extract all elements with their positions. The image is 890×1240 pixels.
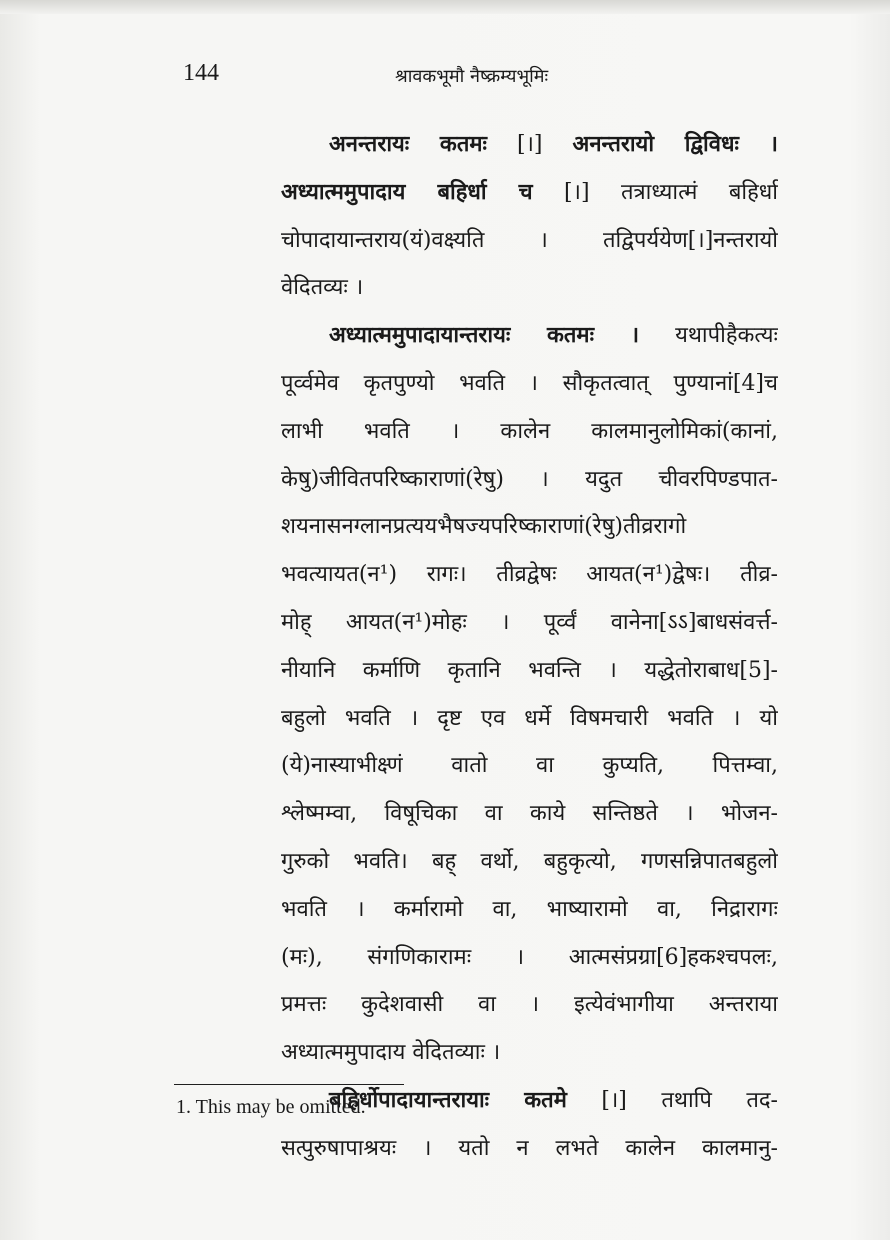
text-span: पूर्व्वमेव कृतपुण्यो भवति । सौकृतत्वात् पुण्यानां[4]च — [281, 370, 778, 396]
text-span: भवति । कर्मारामो वा, भाष्यारामो वा, निद्रारागः — [281, 896, 778, 922]
text-line — [281, 169, 778, 217]
text-line — [281, 838, 778, 886]
text-line — [281, 503, 778, 551]
text-span: सत्पुरुषापाश्रयः । यतो न लभते कालेन कालमानु- — [281, 1135, 778, 1161]
text-span: [।] तथापि तद- — [566, 1087, 778, 1113]
text-line — [281, 551, 778, 599]
text-line — [281, 599, 778, 647]
text-span: यथापीहैकत्यः — [639, 323, 778, 349]
bold-text-span: अध्यात्ममुपादायान्तरायः कतमः । — [329, 322, 640, 349]
bold-text-span: अध्यात्ममुपादाय बहिर्धा च — [281, 178, 533, 205]
text-line — [281, 217, 778, 265]
text-line — [281, 1125, 778, 1173]
text-span: प्रमत्तः कुदेशवासी वा । इत्येवंभागीया अन्तराया — [281, 992, 778, 1018]
text-line — [281, 981, 778, 1029]
text-span: भवत्यायत(न¹) रागः। तीव्रद्वेषः आयत(न¹)द्वेषः। तीव्र- — [281, 562, 778, 588]
text-span: शयनासनग्लानप्रत्ययभैषज्यपरिष्काराणां(रेषु)तीव्ररागो — [281, 514, 687, 540]
text-span: गुरुको भवति। बह् वर्थो, बहुकृत्यो, गणसन्निपातबहुलो — [281, 848, 778, 874]
text-line — [281, 934, 778, 982]
text-span: केषु)जीवितपरिष्काराणां(रेषु) । यदुत चीवरपिण्डपात- — [281, 466, 778, 492]
text-span: चोपादायान्तराय(यं)वक्ष्यति । तद्विपर्ययेण[।]नन्तरायो — [281, 227, 778, 253]
body-text — [281, 121, 778, 1173]
text-span: श्लेष्मम्वा, विषूचिका वा काये सन्तिष्ठते । भोजन- — [281, 801, 778, 827]
text-span: अध्यात्ममुपादाय वेदितव्याः । — [281, 1040, 501, 1066]
text-line — [281, 886, 778, 934]
bold-text-span: बहिर्धोपादायान्तरायाः कतमे — [329, 1086, 567, 1113]
text-span: (मः), संगणिकारामः । आत्मसंप्रग्रा[6]हकश्चपलः, — [281, 944, 778, 970]
text-line — [281, 312, 778, 360]
text-span: (ये)नास्याभीक्ष्णं वातो वा कुप्यति, पित्तम्वा, — [281, 753, 778, 779]
text-line — [281, 360, 778, 408]
text-line — [281, 408, 778, 456]
bold-text-span: अनन्तरायः कतमः — [329, 131, 487, 157]
text-line — [281, 790, 778, 838]
text-span: लाभी भवति । कालेन कालमानुलोमिकां(कानां, — [281, 418, 778, 444]
text-line — [281, 742, 778, 790]
text-line — [281, 121, 778, 169]
bold-text-span: अनन्तरायो द्विविधः । — [572, 131, 778, 157]
text-span: नीयानि कर्माणि कृतानि भवन्ति । यद्धेतोराबाध[5]- — [281, 657, 778, 683]
text-line — [281, 1029, 778, 1077]
text-span: बहुलो भवति । दृष्ट एव धर्मे विषमचारी भवति । यो — [281, 705, 778, 731]
running-head: श्रावकभूमौ नैष्क्रम्यभूमिः — [395, 66, 549, 87]
text-span: [।] तत्राध्यात्मं बहिर्धा — [532, 179, 778, 205]
footnote: 1. This may be omitted. — [176, 1096, 366, 1118]
text-line — [281, 695, 778, 743]
text-line — [281, 647, 778, 695]
page-number: 144 — [183, 60, 219, 86]
text-line — [281, 264, 778, 312]
text-span: वेदितव्यः । — [281, 275, 364, 301]
text-span: मोह् आयत(न¹)मोहः । पूर्व्वं वानेना[ऽऽ]बाधसंवर्त्त- — [281, 609, 778, 635]
text-span: [।] — [486, 132, 573, 157]
page-top-edge — [0, 0, 890, 14]
footnote-rule — [174, 1084, 404, 1085]
text-line — [281, 456, 778, 504]
